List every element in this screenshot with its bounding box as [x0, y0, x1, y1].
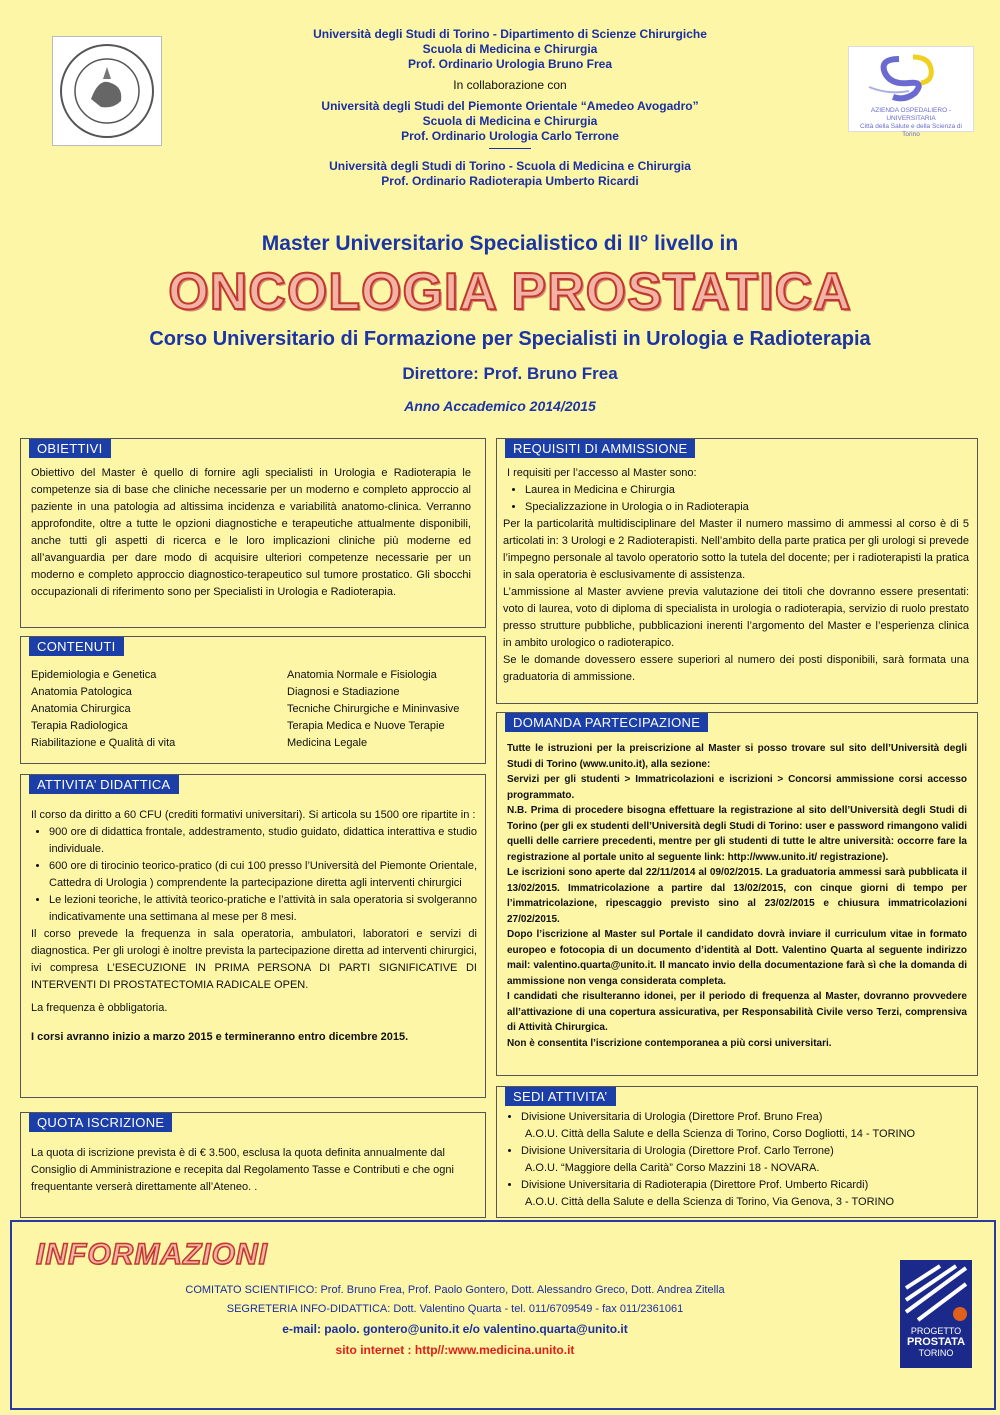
- contenuti-item: Terapia Medica e Nuove Terapie: [287, 720, 445, 732]
- contenuti-section: [20, 636, 486, 764]
- contenuti-item: Anatomia Chirurgica: [31, 703, 131, 715]
- sedi-list: [503, 1109, 971, 1211]
- contenuti-item: Tecniche Chirurgiche e Mininvasive: [287, 703, 460, 715]
- contenuti-item: Diagnosi e Stadiazione: [287, 686, 400, 698]
- requisiti-section: [496, 438, 978, 704]
- header-line-8: Prof. Ordinario Radioterapia Umberto Ricardi: [381, 174, 639, 188]
- progetto-text-2: PROSTATA: [906, 1336, 966, 1348]
- header-line-3: Prof. Ordinario Urologia Bruno Frea: [407, 57, 613, 71]
- sedi-division: • Divisione Universitaria di Urologia (Direttore Prof. Bruno Frea): [521, 1111, 823, 1123]
- requisiti-label: REQUISITI DI AMMISSIONE: [505, 439, 695, 458]
- hospital-logo-icon: [849, 47, 973, 107]
- progetto-text-1: PROGETTO: [910, 1326, 962, 1336]
- domanda-paragraph-2: Servizi per gli studenti > Immatricolazioni e iscrizioni > Concorsi ammissione corsi accesso programmato.: [507, 774, 967, 801]
- header-divider: [489, 148, 531, 149]
- attivita-section: [20, 774, 486, 1098]
- attivita-body: [31, 807, 477, 1046]
- domanda-paragraph-6: I candidati che risulteranno idonei, per il periodo di frequenza al Master, dovranno provvedere all’attivazione di una copertura assicurativa, per Responsabilità Civile verso Terzi, comprensiva di Attività Chirurgica.: [507, 991, 967, 1033]
- quota-label: QUOTA ISCRIZIONE: [29, 1113, 172, 1132]
- contenuti-item: Anatomia Normale e Fisiologia: [287, 669, 437, 681]
- attivita-item: • 600 ore di tirocinio teorico-pratico (di cui 100 presso l’Università del Piemonte Orientale, Cattedra di Urologia ) comprendente la partecipazione diretta agli interventi chirurgici: [49, 858, 477, 892]
- domanda-paragraph-7: Non è consentita l’iscrizione contemporanea a più corsi universitari.: [507, 1037, 832, 1049]
- contenuti-item: Riabilitazione e Qualità di vita: [31, 737, 176, 749]
- domanda-section: [496, 712, 978, 1076]
- domanda-body: [507, 741, 967, 1051]
- sedi-item: [521, 1109, 971, 1143]
- header-line-4: Università degli Studi del Piemonte Orientale “Amedeo Avogadro”: [321, 99, 699, 113]
- attivita-item: • Le lezioni teoriche, le attività teorico-pratiche e l’attività in sala operatoria si svolgeranno indicativamente una settimana al mese per 8 mesi.: [49, 892, 477, 926]
- obiettivi-section: [20, 438, 486, 628]
- informazioni-title: INFORMAZIONI: [36, 1238, 268, 1271]
- header-collab: In collaborazione con: [453, 78, 567, 92]
- university-seal-logo: [52, 36, 162, 146]
- header-line-2: Scuola di Medicina e Chirurgia: [422, 42, 598, 56]
- progetto-text-3: TORINO: [918, 1348, 954, 1358]
- quota-text: La quota di iscrizione prevista è di € 3.500, esclusa la quota definita annualmente dal Consiglio di Amministrazione e recepita dal Regolamento Tasse e Contributi e che ogni frequentante verserà direttamente all’Ateneo. .: [31, 1147, 454, 1193]
- header-line-5: Scuola di Medicina e Chirurgia: [422, 114, 598, 128]
- attivita-label: ATTIVITA’ DIDATTICA: [29, 775, 179, 794]
- attivita-paragraph-2: La frequenza è obbligatoria.: [31, 1002, 168, 1014]
- contenuti-right-list: [287, 667, 483, 752]
- attivita-intro: Il corso da diritto a 60 CFU (crediti formativi universitari). Si articola su 1500 ore ripartite in :: [31, 809, 476, 821]
- segreteria: SEGRETERIA INFO-DIDATTICA: Dott. Valentino Quarta - tel. 011/6709549 - fax 011/2361061: [226, 1303, 684, 1315]
- attivita-paragraph-3: I corsi avranno inizio a marzo 2015 e termineranno entro dicembre 2015.: [31, 1031, 409, 1043]
- header-line-6: Prof. Ordinario Urologia Carlo Terrone: [401, 129, 619, 143]
- requisiti-paragraph-2: L’ammissione al Master avviene previa valutazione dei titoli che dovranno essere presentati: voto di laurea, voto di diploma di specialista in urologia o radioterapia, servizio di ruolo prestato presso strutture pubbliche, pubblicazioni inerenti l’argomento del Master e l’esperienza clinica in ambito urologico o radioterapico.: [503, 586, 969, 649]
- sedi-item: [521, 1143, 971, 1177]
- hospital-logo-text: AZIENDA OSPEDALIERO - UNIVERSITARIA Città della Salute e della Scienza di Torino: [860, 107, 962, 138]
- requisiti-intro: I requisiti per l’accesso al Master sono:: [507, 467, 697, 479]
- sedi-address: A.O.U. “Maggiore della Carità” Corso Mazzini 18 - NOVARA.: [525, 1162, 820, 1174]
- attivita-item: • 900 ore di didattica frontale, addestramento, studio guidato, didattica interattiva e studio individuale.: [49, 824, 477, 858]
- website: sito internet : http//:www.medicina.unito.it: [335, 1343, 575, 1357]
- sedi-division: • Divisione Universitaria di Urologia (Direttore Prof. Carlo Terrone): [521, 1145, 834, 1157]
- comitato-scientifico: COMITATO SCIENTIFICO: Prof. Bruno Frea, Prof. Paolo Gontero, Dott. Alessandro Greco, Dott. Andrea Zitella: [185, 1284, 725, 1296]
- domanda-paragraph-1: Tutte le istruzioni per la preiscrizione al Master si posso trovare sul sito dell’Università degli Studi di Torino (www.unito.it), alla sezione:: [507, 743, 967, 770]
- master-title: Master Universitario Specialistico di II° livello in: [261, 232, 739, 255]
- requisiti-item: • Specializzazione in Urologia o in Radioterapia: [525, 499, 969, 516]
- hospital-logo: [848, 46, 974, 138]
- sedi-section: [496, 1086, 978, 1218]
- contenuti-item: Terapia Radiologica: [31, 720, 128, 732]
- domanda-paragraph-4: Le iscrizioni sono aperte dal 22/11/2014 al 09/02/2015. La graduatoria ammessi sarà pubblicata il 13/02/2015. Immatricolazione a partire dal 13/02/2015, con cinque giorni di tempo per l’immatricolazione, ripescaggio previsto sino al 23/02/2015 e chiusura immatricolazioni 27/02/2015.: [507, 867, 967, 925]
- obiettivi-label: OBIETTIVI: [29, 439, 111, 458]
- requisiti-paragraph-3: Se le domande dovessero essere superiori al numero dei posti disponibili, sarà formata una graduatoria di ammissione.: [503, 654, 969, 683]
- contenuti-left-list: [31, 667, 261, 752]
- header-line-7: Università degli Studi di Torino - Scuola di Medicina e Chirurgia: [329, 159, 691, 173]
- seal-icon: [53, 37, 161, 145]
- main-title: ONCOLOGIA PROSTATICA: [168, 263, 852, 321]
- domanda-paragraph-5: Dopo l’iscrizione al Master sul Portale il candidato dovrà inviare il curriculum vitae in formato europeo e fotocopia di un documento d’identità al Dott. Valentino Quarta al seguente indirizzo mail: valentino.quarta@unito.it. Il mancato invio della documentazione farà sì che la domanda di ammissione non venga considerata completa.: [507, 929, 967, 987]
- domanda-paragraph-3: N.B. Prima di procedere bisogna effettuare la registrazione al sito dell’Università degli Studi di Torino (per gli ex studenti dell’Università degli Studi di Torino: user e password rimangono validi quelli delle carriere precedenti, mentre per gli studenti di tutte le altre università: occorre fare la registrazione al portale unito al seguente link: http://www.unito.it/ registrazione).: [507, 805, 967, 863]
- academic-year: Anno Accademico 2014/2015: [404, 398, 596, 414]
- contenuti-item: Epidemiologia e Genetica: [31, 669, 157, 681]
- director: Direttore: Prof. Bruno Frea: [402, 364, 618, 383]
- attivita-paragraph-1: Il corso prevede la frequenza in sala operatoria, ambulatori, laboratori e servizi di diagnostica. Per gli urologi è inoltre prevista la partecipazione diretta ad interventi chirurgici, ivi compresa L’ESECUZIONE IN PRIMA PERSONA DI PARTI SIGNIFICATIVE DI INTERVENTI DI PROSTATECTOMIA RADICALE OPEN.: [31, 928, 477, 991]
- domanda-label: DOMANDA PARTECIPAZIONE: [505, 713, 708, 732]
- obiettivi-text: Obiettivo del Master è quello di fornire agli specialisti in Urologia e Radioterapia le competenze sia di base che cliniche necessarie per un moderno e completo approccio al paziente in una patologia ad altissima incidenza e variabilità anatomo-clinica. Verranno approfondite, oltre a tutte le opzioni diagnostiche e terapeutiche attualmente disponibili, anche tutti gli aspetti di ricerca e le loro implicazioni cliniche più moderne ed all’avanguardia per dare modo di acquisire ulteriori competenze necessarie per un moderno e completo approccio diagnostico-terapeutico sul tumore prostatico. Gli sbocchi occupazionali di riferimento sono per Specialisti in Urologia e Radioterapia.: [31, 467, 471, 598]
- requisiti-item: • Laurea in Medicina e Chirurgia: [525, 482, 969, 499]
- sedi-address: A.O.U. Città della Salute e della Scienza di Torino, Corso Dogliotti, 14 - TORINO: [525, 1128, 916, 1140]
- subtitle: Corso Universitario di Formazione per Specialisti in Urologia e Radioterapia: [149, 328, 871, 350]
- progetto-prostata-logo: [900, 1260, 972, 1368]
- quota-section: [20, 1112, 486, 1218]
- sedi-address: A.O.U. Città della Salute e della Scienza di Torino, Via Genova, 3 - TORINO: [525, 1196, 895, 1208]
- contenuti-label: CONTENUTI: [29, 637, 124, 656]
- progetto-logo-icon: [900, 1260, 972, 1324]
- sedi-item: [521, 1177, 971, 1211]
- contact-email: e-mail: paolo. gontero@unito.it e/o valentino.quarta@unito.it: [282, 1322, 628, 1336]
- contenuti-item: Anatomia Patologica: [31, 686, 132, 698]
- contenuti-item: Medicina Legale: [287, 737, 368, 749]
- header-line-1: Università degli Studi di Torino - Dipartimento di Scienze Chirurgiche: [313, 27, 707, 41]
- header-block: [200, 27, 820, 189]
- requisiti-body: [503, 465, 969, 686]
- sedi-division: • Divisione Universitaria di Radioterapia (Direttore Prof. Umberto Ricardi): [521, 1179, 869, 1191]
- sedi-label: SEDI ATTIVITA’: [505, 1087, 616, 1106]
- requisiti-paragraph-1: Per la particolarità multidisciplinare del Master il numero massimo di ammessi al corso è di 5 articolati in: 3 Urologi e 2 Radioterapisti. Nell’ambito della parte pratica per gli urologi si prevede l’impegno personale al tavolo operatorio sotto la tutela del docente; per i radioterapisti la pratica in sala operatoria è esclusivamente di assistenza.: [503, 518, 969, 581]
